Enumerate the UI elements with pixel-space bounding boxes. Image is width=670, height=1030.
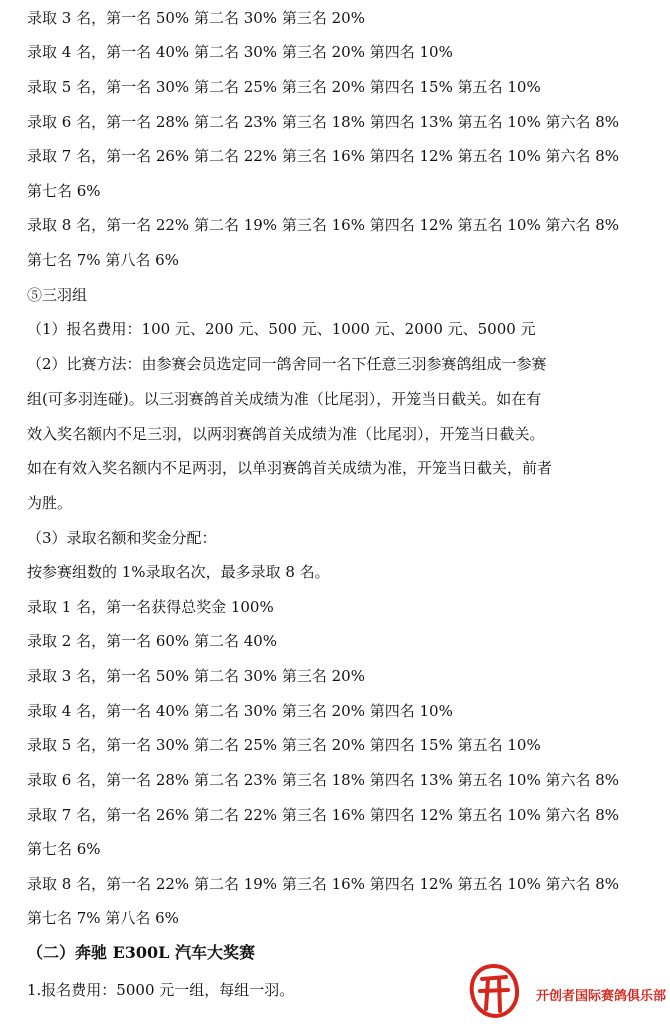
text-line: 录取 8 名，第一名 22% 第二名 19% 第三名 16% 第四名 12% 第五名 10% 第六名 8% <box>27 216 620 234</box>
text-line: 录取 7 名，第一名 26% 第二名 22% 第三名 16% 第四名 12% 第五名 10% 第六名 8% <box>27 147 620 165</box>
text-line: 录取 2 名，第一名 60% 第二名 40% <box>27 632 278 650</box>
text-line: 1.报名费用：5000 元一组，每组一羽。 <box>27 981 295 999</box>
text-line: 录取 3 名，第一名 50% 第二名 30% 第三名 20% <box>27 9 365 27</box>
text-line: 组(可多羽连碰)。以三羽赛鸽首关成绩为准（比尾羽），开笼当日截关。如在有 <box>27 390 542 408</box>
text-line: 效入奖名额内不足三羽，以两羽赛鸽首关成绩为准（比尾羽），开笼当日截关。 <box>27 425 545 443</box>
text-line: 录取 4 名，第一名 40% 第二名 30% 第三名 20% 第四名 10% <box>27 702 453 720</box>
text-line: 第七名 7% 第八名 6% <box>27 251 179 269</box>
text-line: 录取 4 名，第一名 40% 第二名 30% 第三名 20% 第四名 10% <box>27 43 453 61</box>
text-line: 如在有效入奖名额内不足两羽，以单羽赛鸽首关成绩为准，开笼当日截关，前者 <box>27 459 553 477</box>
section-heading: ⑤三羽组 <box>27 286 88 304</box>
text-line: 第七名 6% <box>27 840 101 858</box>
text-line: 录取 6 名，第一名 28% 第二名 23% 第三名 18% 第四名 13% 第五名 10% 第六名 8% <box>27 113 620 131</box>
text-line: 录取 8 名，第一名 22% 第二名 19% 第三名 16% 第四名 12% 第五名 10% 第六名 8% <box>27 875 620 893</box>
club-name: 开创者国际赛鸽俱乐部 <box>536 989 667 1004</box>
text-line: 录取 5 名，第一名 30% 第二名 25% 第三名 20% 第四名 15% 第五名 10% <box>27 736 541 754</box>
section-heading-bold: （二）奔驰 E300L 汽车大奖赛 <box>27 943 255 962</box>
text-line: （2）比赛方法：由参赛会员选定同一鸽舍同一名下任意三羽参赛鸽组成一参赛 <box>27 355 547 373</box>
text-line: 录取 7 名，第一名 26% 第二名 22% 第三名 16% 第四名 12% 第五名 10% 第六名 8% <box>27 806 620 824</box>
text-line: 第七名 6% <box>27 182 101 200</box>
club-seal-icon <box>466 963 522 1019</box>
text-line: （1）报名费用：100 元、200 元、500 元、1000 元、2000 元、5000 元 <box>27 320 536 338</box>
club-watermark-logo <box>466 963 667 1023</box>
text-line: 录取 3 名，第一名 50% 第二名 30% 第三名 20% <box>27 667 365 685</box>
text-line: 录取 1 名，第一名获得总奖金 100% <box>27 598 274 616</box>
text-line: 录取 6 名，第一名 28% 第二名 23% 第三名 18% 第四名 13% 第五名 10% 第六名 8% <box>27 771 620 789</box>
text-line: 为胜。 <box>27 494 73 512</box>
text-line: 按参赛组数的 1%录取名次，最多录取 8 名。 <box>27 563 330 581</box>
text-line: （3）录取名额和奖金分配： <box>27 529 217 547</box>
text-line: 第七名 7% 第八名 6% <box>27 909 179 927</box>
text-line: 录取 5 名，第一名 30% 第二名 25% 第三名 20% 第四名 15% 第五名 10% <box>27 78 541 96</box>
